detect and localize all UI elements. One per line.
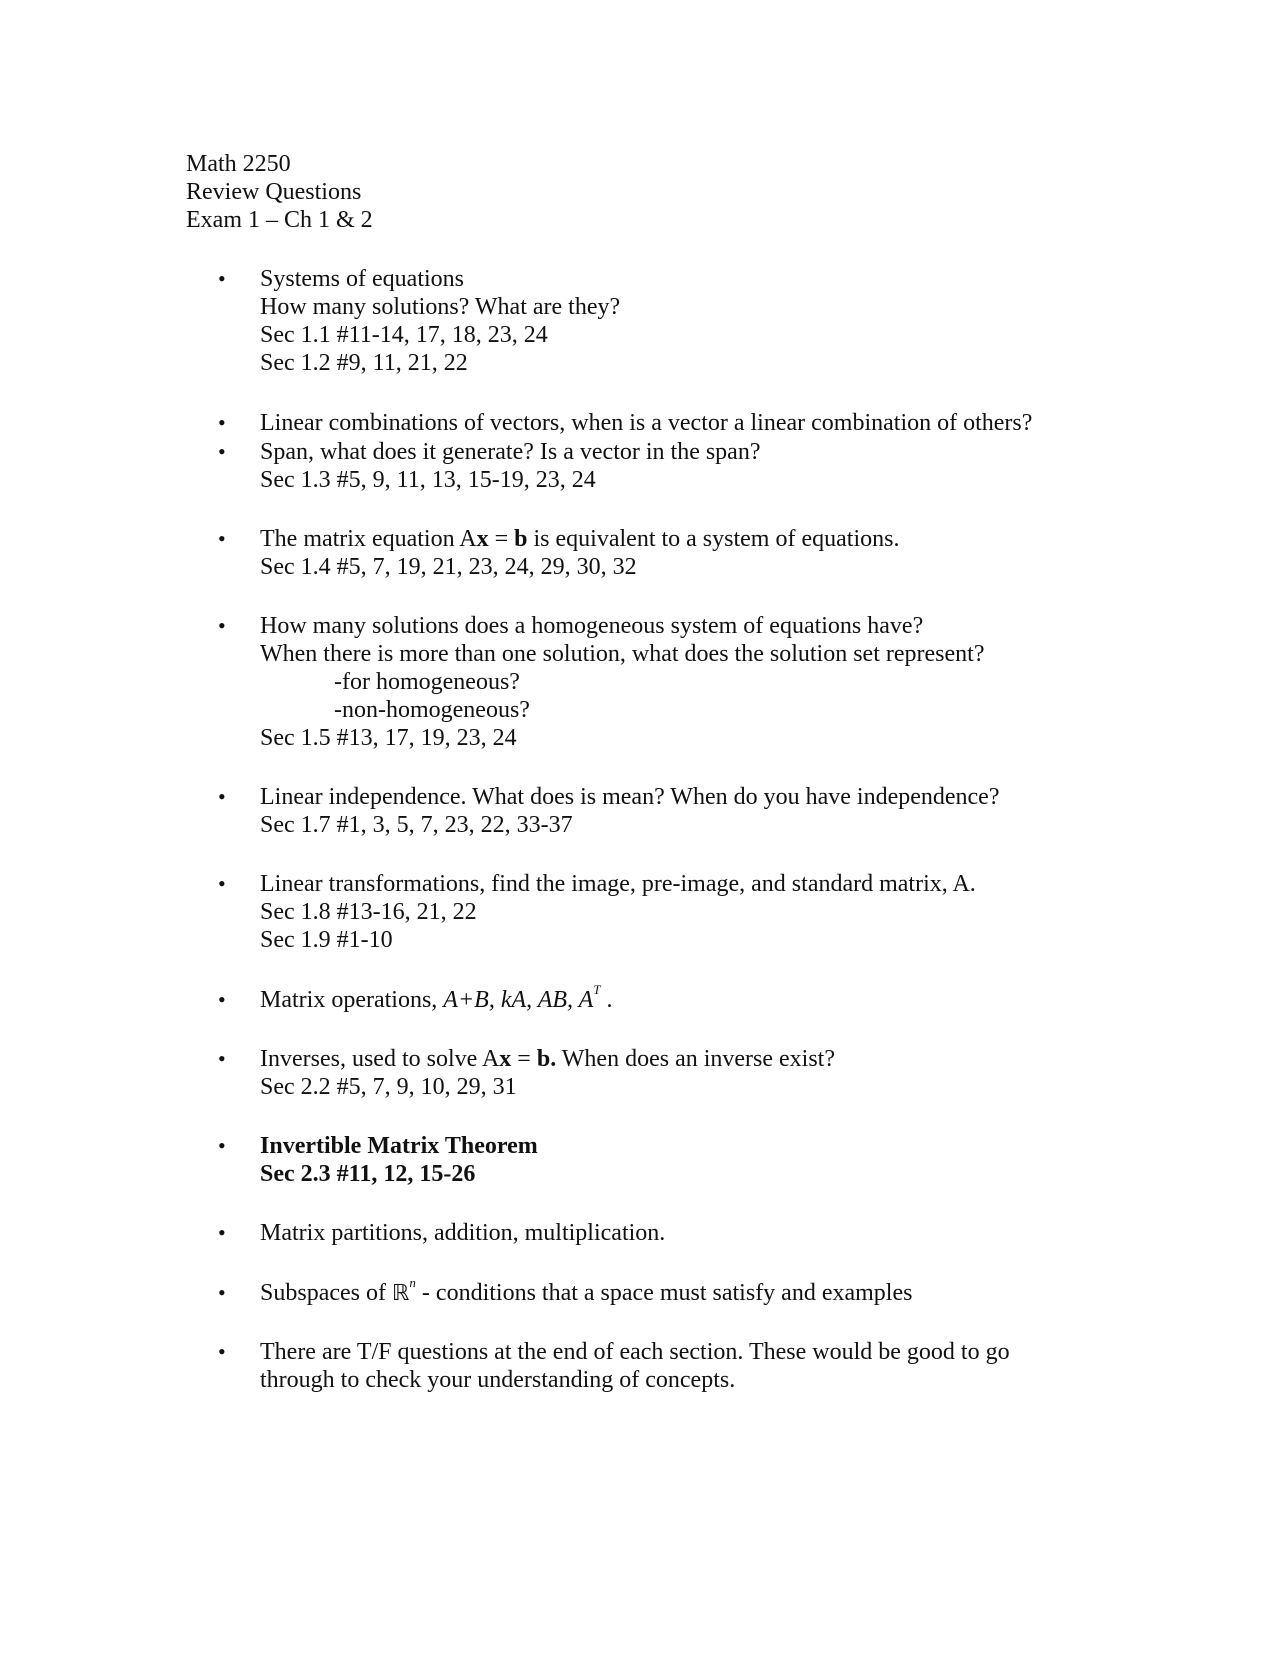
span-title: Span, what does it generate? Is a vector in the span? [260,439,761,465]
bullet-icon: • [218,266,226,291]
independence-ref: Sec 1.7 #1, 3, 5, 7, 23, 22, 33-37 [260,812,573,838]
course-title: Math 2250 [186,151,291,177]
imt-title: Invertible Matrix Theorem [260,1133,538,1159]
homogeneous-question: When there is more than one solution, what does the solution set represent? [260,641,985,667]
bullet-icon: • [218,1339,226,1364]
homogeneous-ref: Sec 1.5 #13, 17, 19, 23, 24 [260,725,517,751]
tf-line: through to check your understanding of concepts. [260,1367,736,1393]
bullet-icon: • [218,1133,226,1158]
bullet-icon: • [218,613,226,638]
matrix-eq-title: The matrix equation Ax = b is equivalent to a system of equations. [260,526,900,552]
lincomb-title: Linear combinations of vectors, when is a vector a linear combination of others? [260,410,1033,436]
inverses-title: Inverses, used to solve Ax = b. When does an inverse exist? [260,1046,836,1072]
real-numbers-symbol: ℝ [391,1281,410,1306]
bullet-icon: • [218,1280,226,1305]
bullet-icon: • [218,1220,226,1245]
bullet-icon: • [218,1046,226,1071]
document-subtitle: Review Questions [186,179,362,205]
exam-title: Exam 1 – Ch 1 & 2 [186,207,373,233]
transformations-ref: Sec 1.8 #13-16, 21, 22 [260,899,477,925]
matrix-eq-ref: Sec 1.4 #5, 7, 19, 21, 23, 24, 29, 30, 32 [260,554,637,580]
homogeneous-sub: -for homogeneous? [334,669,520,695]
bullet-icon: • [218,784,226,809]
transformations-title: Linear transformations, find the image, pre-image, and standard matrix, A. [260,871,976,897]
subspaces-title: Subspaces of ℝ$^n$ - conditions that a space must satisfy and examples [260,1275,913,1306]
bullet-icon: • [218,410,226,435]
inverses-ref: Sec 2.2 #5, 7, 9, 10, 29, 31 [260,1074,517,1100]
independence-title: Linear independence. What does is mean? When do you have independence? [260,784,1000,810]
systems-ref: Sec 1.2 #9, 11, 21, 22 [260,350,468,376]
span-ref: Sec 1.3 #5, 9, 11, 13, 15-19, 23, 24 [260,467,596,493]
systems-question: How many solutions? What are they? [260,294,621,320]
partitions-title: Matrix partitions, addition, multiplication. [260,1220,666,1246]
homogeneous-sub: -non-homogeneous? [334,697,530,723]
imt-ref: Sec 2.3 #11, 12, 15-26 [260,1161,476,1187]
tf-line: There are T/F questions at the end of each section. These would be good to go [260,1339,1010,1365]
systems-title: Systems of equations [260,266,464,292]
homogeneous-title: How many solutions does a homogeneous system of equations have? [260,613,924,639]
transformations-ref: Sec 1.9 #1-10 [260,927,393,953]
bullet-icon: • [218,871,226,896]
operations-title: Matrix operations, A+B, kA, AB, $A^T$ . [260,982,613,1013]
systems-ref: Sec 1.1 #11-14, 17, 18, 23, 24 [260,322,548,348]
bullet-icon: • [218,987,226,1012]
bullet-icon: • [218,439,226,464]
bullet-icon: • [218,526,226,551]
